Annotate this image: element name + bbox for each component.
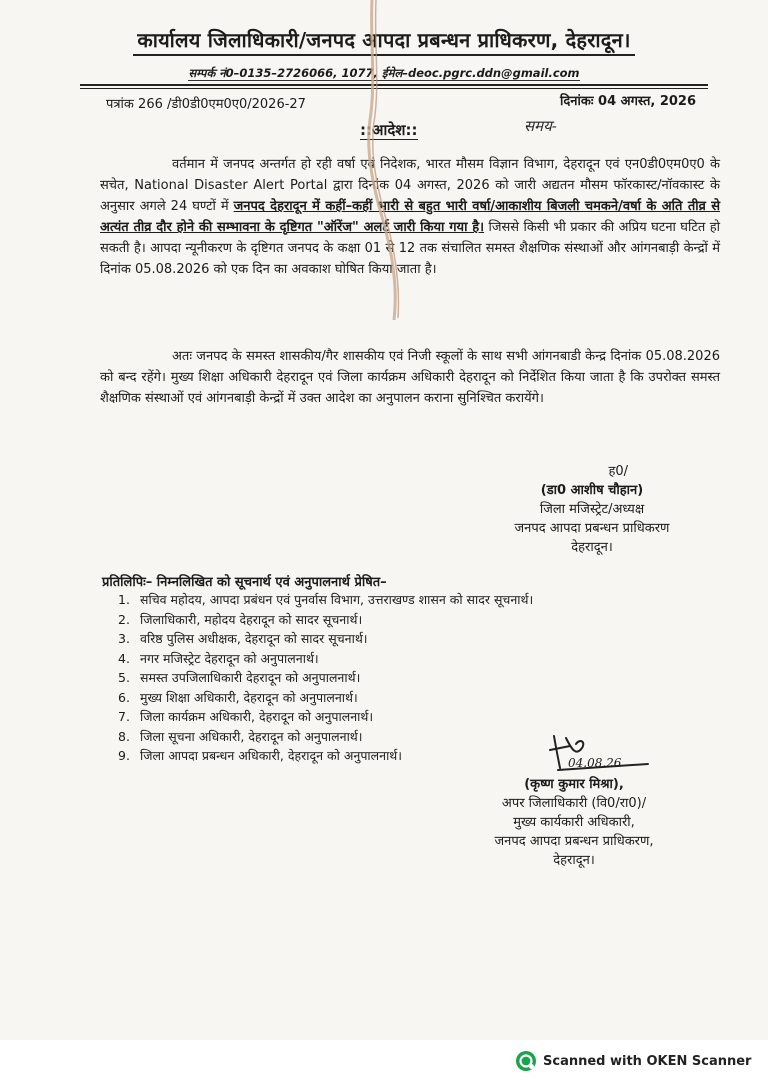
handwritten-signature-icon: [536, 728, 656, 782]
alert-highlight: जनपद देहरादून में कहीं–कहीं भारी से बहुत भारी वर्षा/आकाशीय बिजली चमकने/वर्षा के अति तीव्र से अत्यंत तीव्र दौर होने की सम्भावना के दृष्टिगत "ऑरेंज" अलर्ट जारी किया गया है।: [100, 199, 721, 235]
list-item: [118, 610, 533, 630]
signature-block-adm: [474, 775, 674, 870]
order-paragraph-1: वर्तमान में जनपद अन्तर्गत हो रही वर्षा एवं निदेशक, भारत मौसम विज्ञान विभाग, देहरादून एवं एन0डी0एम0ए0 के सचेत, National Disaster Alert Portal द्वारा दिनांक 04 अगस्त, 2026 को जारी अद्यतन मौसम फॉरकास्ट/नॉवकास्ट के अनुसार अगले 24 घण्टों में जनपद देहरादून में कहीं–कहीं भारी से बहुत भारी वर्षा/आकाशीय बिजली चमकने/वर्षा के अति तीव्र से अत्यंत तीव्र दौर होने की सम्भावना के दृष्टिगत "ऑरेंज" अलर्ट जारी किया गया है। जिससे किसी भी प्रकार की अप्रिय घटना घटित हो सकती है। आपदा न्यूनीकरण के दृष्टिगत जनपद के कक्षा 01 से 12 तक संचालित समस्त शैक्षणिक संस्थाओं और आंगनबाड़ी केन्द्रों में दिनांक 05.08.2026 को एक दिन का अवकाश घोषित किया जाता है।: [100, 157, 721, 277]
order-paragraph-2: अतः जनपद के समस्त शासकीय/गैर शासकीय एवं निजी स्कूलों के साथ सभी आंगनबाडी केन्द्र दिनांक 05.08.2026 को बन्द रहेंगे। मुख्य शिक्षा अधिकारी देहरादून एवं जिला कार्यक्रम अधिकारी देहरादून को निर्देशित किया जाता है कि उपरोक्त समस्त शैक्षणिक संस्थाओं एवं आंगनबाड़ी केन्द्रों में उक्त आदेश का अनुपालन कराना सुनिश्चित करायेंगे।: [100, 349, 720, 406]
signature-block-dm: [482, 462, 702, 557]
list-item: [118, 746, 533, 766]
signatory-designation: जिला मजिस्ट्रेट/अध्यक्ष: [539, 502, 645, 517]
list-item: [118, 649, 533, 669]
list-item-text: जिला सूचना अधिकारी, देहरादून को अनुपालनार्थ।: [140, 728, 363, 744]
handwritten-note: समय-: [524, 117, 557, 135]
signatory-organisation-2: जनपद आपदा प्रबन्धन प्राधिकरण,: [494, 834, 654, 849]
signatory-place-2: देहरादून।: [553, 853, 595, 868]
list-item-number: 3.: [118, 631, 130, 646]
list-item-text: समस्त उपजिलाधिकारी देहरादून को अनुपालनार्थ।: [140, 670, 361, 685]
signatory-designation-2b: मुख्य कार्यकारी अधिकारी,: [513, 815, 635, 830]
list-item: [118, 707, 533, 727]
signatory-organisation: जनपद आपदा प्रबन्धन प्राधिकरण: [514, 521, 670, 536]
list-item-number: 1.: [118, 592, 130, 607]
header-rule-thin: [80, 88, 708, 89]
list-item-text: सचिव महोदय, आपदा प्रबंधन एवं पुनर्वास विभाग, उत्तराखण्ड शासन को सादर सूचनार्थ।: [140, 592, 534, 607]
list-item: [118, 727, 533, 747]
list-item-number: 4.: [118, 650, 130, 666]
contact-line: सम्पर्क नं0–0135–2726066, 1077, ईमेल–deoc.pgrc.ddn@gmail.com: [188, 66, 580, 80]
handwritten-date: 04.08.26: [568, 756, 622, 770]
scanner-text: Scanned with OKEN Scanner: [543, 1053, 752, 1069]
list-item-number: 6.: [118, 689, 130, 705]
list-item: [118, 629, 533, 649]
list-item-text: जिलाधिकारी, महोदय देहरादून को सादर सूचनार्थ।: [140, 611, 363, 627]
list-item: [118, 668, 533, 688]
office-header: कार्यालय जिलाधिकारी/जनपद आपदा प्रबन्धन प्राधिकरण, देहरादून।: [0, 26, 768, 53]
list-item-number: 8.: [118, 728, 130, 744]
list-item-text: नगर मजिस्ट्रेट देहरादून को अनुपालनार्थ।: [140, 650, 319, 666]
signed-mark: ह0/: [608, 464, 628, 479]
scanner-watermark: [515, 1050, 751, 1072]
list-item: [118, 590, 533, 610]
signatory-name: (डा0 आशीष चौहान): [540, 483, 644, 498]
list-item-text: मुख्य शिक्षा अधिकारी, देहरादून को अनुपालनार्थ।: [140, 689, 358, 705]
list-item-text: वरिष्ठ पुलिस अधीक्षक, देहरादून को सादर सूचनार्थ।: [140, 631, 368, 646]
signatory-designation-2a: अपर जिलाधिकारी (वि0/रा0)/: [501, 796, 647, 811]
list-item: [118, 688, 533, 708]
reference-date: दिनांकः 04 अगस्त, 2026: [560, 94, 696, 109]
list-item-number: 9.: [118, 748, 130, 763]
copy-recipient-list: [118, 590, 533, 766]
copy-heading: प्रतिलिपिः– निम्नलिखित को सूचनार्थ एवं अनुपालनार्थ प्रेषित–: [102, 575, 387, 590]
list-item-number: 2.: [118, 611, 130, 627]
list-item-number: 5.: [118, 670, 130, 685]
list-item-text: जिला कार्यक्रम अधिकारी, देहरादून को अनुपालनार्थ।: [140, 709, 374, 724]
oken-scanner-logo-icon: [515, 1050, 537, 1072]
header-rule: [80, 84, 708, 86]
order-title: ::आदेश::: [360, 121, 418, 139]
list-item-number: 7.: [118, 709, 130, 724]
signatory-place: देहरादून।: [571, 540, 613, 555]
signatory-name-2: (कृष्ण कुमार मिश्रा),: [524, 777, 624, 792]
reference-number: पत्रांक 266 /डी0डी0एम0ए0/2026-27: [106, 97, 306, 112]
list-item-text: जिला आपदा प्रबन्धन अधिकारी, देहरादून को अनुपालनार्थ।: [140, 748, 403, 763]
